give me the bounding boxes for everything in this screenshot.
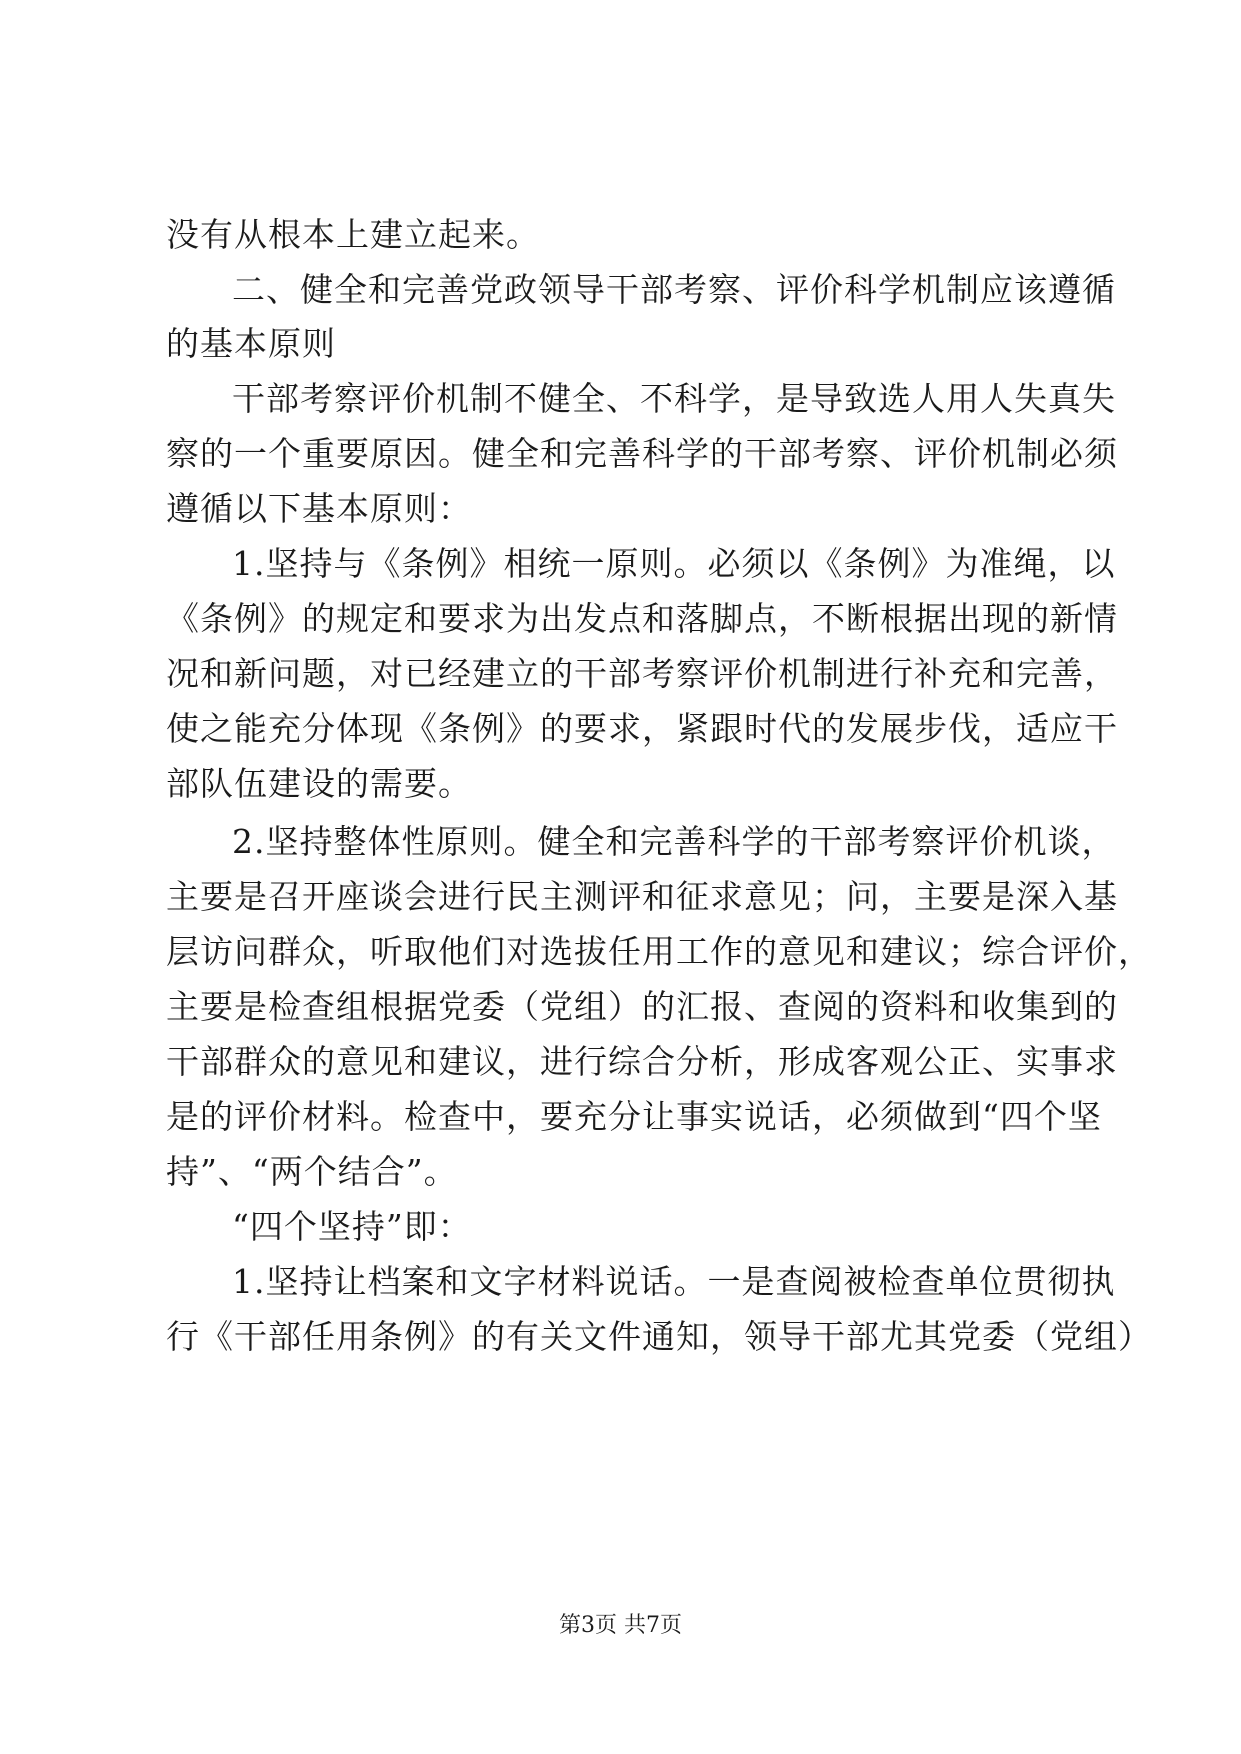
body-line-2: 干部考察评价机制不健全、不科学，是导致选人用人失真失	[232, 379, 1116, 418]
list-item-2-line-4: 主要是检查组根据党委（党组）的汇报、查阅的资料和收集到的	[166, 987, 1118, 1026]
list-item-2-line-2: 主要是召开座谈会进行民主测评和征求意见；问，主要是深入基	[166, 877, 1118, 916]
list-item-1-line-3: 况和新问题，对已经建立的干部考察评价机制进行补充和完善，	[166, 654, 1118, 693]
sub-item-1-line-1: 1.坚持让档案和文字材料说话。一是查阅被检查单位贯彻执	[232, 1262, 1116, 1301]
subheading-four-persist: “四个坚持”即：	[232, 1207, 472, 1246]
list-item-2-line-6: 是的评价材料。检查中，要充分让事实说话，必须做到“四个坚	[166, 1097, 1102, 1136]
list-item-1-line-4: 使之能充分体现《条例》的要求，紧跟时代的发展步伐，适应干	[166, 709, 1118, 748]
sub-item-1-line-2: 行《干部任用条例》的有关文件通知，领导干部尤其党委（党组）	[166, 1317, 1152, 1356]
page-footer: 第3页 共7页	[559, 1613, 682, 1638]
list-item-2-line-5: 干部群众的意见和建议，进行综合分析，形成客观公正、实事求	[166, 1042, 1118, 1081]
list-item-1-line-5: 部队伍建设的需要。	[166, 764, 472, 803]
list-item-2-line-1: 2.坚持整体性原则。健全和完善科学的干部考察评价机谈，	[232, 822, 1116, 861]
body-line-4: 遵循以下基本原则：	[166, 489, 472, 528]
list-item-1-line-2: 《条例》的规定和要求为出发点和落脚点，不断根据出现的新情	[166, 599, 1118, 638]
list-item-2-line-7: 持”、“两个结合”。	[166, 1152, 458, 1191]
section-heading-line-1: 二、健全和完善党政领导干部考察、评价科学机制应该遵循	[232, 270, 1116, 309]
body-line-1: 没有从根本上建立起来。	[166, 215, 540, 254]
list-item-1-line-1: 1.坚持与《条例》相统一原则。必须以《条例》为准绳，以	[232, 544, 1116, 583]
list-item-2-line-3: 层访问群众，听取他们对选拔任用工作的意见和建议；综合评价，	[166, 932, 1152, 971]
body-line-3: 察的一个重要原因。健全和完善科学的干部考察、评价机制必须	[166, 434, 1118, 473]
section-heading-line-2: 的基本原则	[166, 324, 336, 363]
